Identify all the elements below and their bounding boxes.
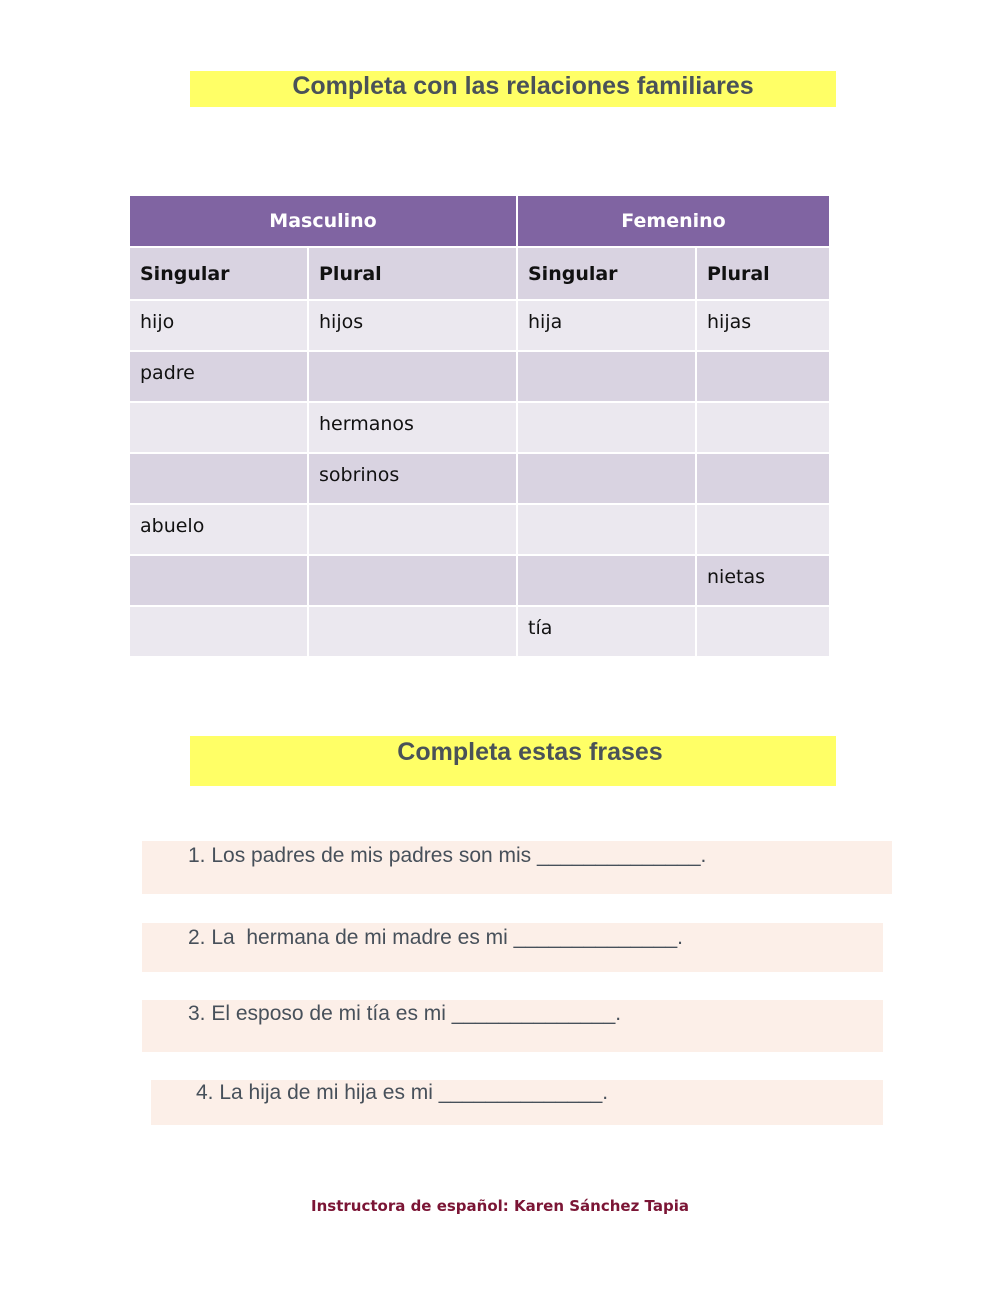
table-cell[interactable] bbox=[696, 606, 830, 657]
title-text: Completa con las relaciones familiares bbox=[292, 72, 754, 100]
table-row bbox=[129, 402, 830, 453]
table-cell[interactable] bbox=[696, 351, 830, 402]
table-cell[interactable]: sobrinos bbox=[308, 453, 517, 504]
subheader-singular-f: Singular bbox=[517, 247, 696, 300]
table-cell[interactable] bbox=[696, 453, 830, 504]
footer-credit: Instructora de español: Karen Sánchez Tapia bbox=[311, 1197, 689, 1215]
title-text: Completa estas frases bbox=[397, 738, 663, 766]
table-cell[interactable] bbox=[129, 453, 308, 504]
table-row bbox=[129, 606, 830, 657]
table-cell[interactable]: hija bbox=[517, 300, 696, 351]
table-cell[interactable] bbox=[517, 504, 696, 555]
table-cell[interactable]: tía bbox=[517, 606, 696, 657]
sentence-4 bbox=[151, 1080, 883, 1125]
table-cell[interactable]: padre bbox=[129, 351, 308, 402]
table-cell[interactable] bbox=[517, 555, 696, 606]
table-cell[interactable] bbox=[308, 351, 517, 402]
table-cell[interactable] bbox=[696, 504, 830, 555]
family-relations-table bbox=[128, 194, 831, 658]
table-row bbox=[129, 351, 830, 402]
subheader-singular-m: Singular bbox=[129, 247, 308, 300]
sentence-3 bbox=[142, 1000, 883, 1052]
subheader-plural-f: Plural bbox=[696, 247, 830, 300]
sentence-text: 1. Los padres de mis padres son mis ______________. bbox=[188, 844, 707, 867]
sentence-text: 2. La hermana de mi madre es mi ______________. bbox=[188, 926, 683, 949]
table-cell[interactable] bbox=[696, 402, 830, 453]
table-row bbox=[129, 300, 830, 351]
table-cell[interactable] bbox=[308, 606, 517, 657]
table-cell[interactable] bbox=[517, 351, 696, 402]
sentence-text: 3. El esposo de mi tía es mi ______________. bbox=[188, 1002, 622, 1025]
sentence-text: 4. La hija de mi hija es mi ______________. bbox=[196, 1081, 609, 1104]
header-masculino: Masculino bbox=[129, 195, 517, 247]
table-cell[interactable]: hijas bbox=[696, 300, 830, 351]
table-cell[interactable] bbox=[517, 453, 696, 504]
table-cell[interactable]: hermanos bbox=[308, 402, 517, 453]
table-cell[interactable] bbox=[129, 402, 308, 453]
sentence-2 bbox=[142, 923, 883, 972]
table-cell[interactable]: nietas bbox=[696, 555, 830, 606]
table-cell[interactable] bbox=[308, 555, 517, 606]
title-banner-frases bbox=[190, 736, 836, 786]
table-cell[interactable] bbox=[129, 606, 308, 657]
table-row bbox=[129, 453, 830, 504]
sentence-1 bbox=[142, 841, 892, 894]
table-cell[interactable]: hijo bbox=[129, 300, 308, 351]
table-cell[interactable]: abuelo bbox=[129, 504, 308, 555]
subheader-plural-m: Plural bbox=[308, 247, 517, 300]
table-cell[interactable]: hijos bbox=[308, 300, 517, 351]
header-femenino: Femenino bbox=[517, 195, 830, 247]
table-cell[interactable] bbox=[517, 402, 696, 453]
table-row bbox=[129, 555, 830, 606]
table-cell[interactable] bbox=[129, 555, 308, 606]
table-row bbox=[129, 504, 830, 555]
title-banner-relaciones bbox=[190, 71, 836, 107]
table-cell[interactable] bbox=[308, 504, 517, 555]
